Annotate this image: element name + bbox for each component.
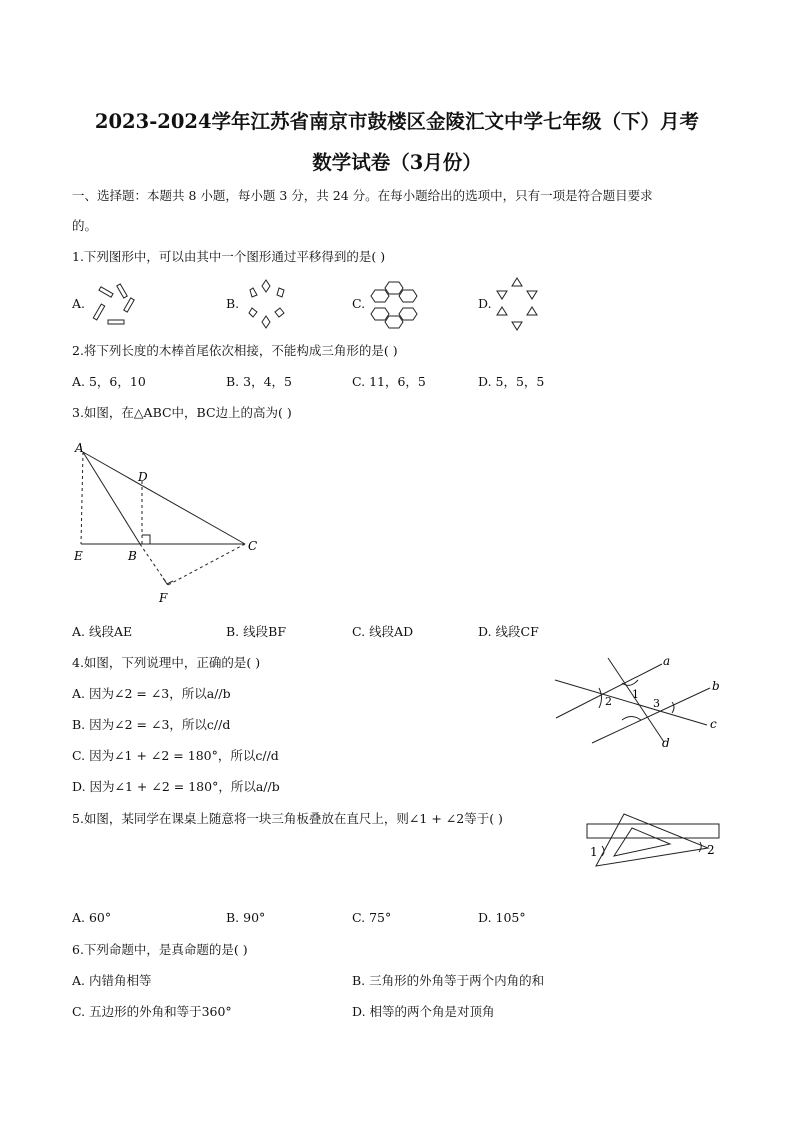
q1-option-a-label: A.	[72, 296, 86, 311]
q1-option-c-figure	[368, 279, 420, 333]
q4-line-c	[555, 680, 707, 725]
q3-option-b: B. 线段BF	[226, 624, 286, 639]
q3-label-c: C	[248, 539, 258, 553]
q5-triangle-outer	[596, 814, 708, 866]
q4-line-a	[556, 664, 662, 718]
q4-label-c: c	[710, 717, 717, 731]
q6-option-c: C. 五边形的外角和等于360°	[72, 1004, 232, 1019]
q5-option-b: B. 90°	[226, 910, 266, 925]
exam-title-line2: 数学试卷（3月份）	[312, 151, 482, 174]
q4-label-angle-1: 1	[632, 688, 639, 701]
q5-stem: 5.如图，某同学在课桌上随意将一块三角板叠放在直尺上，则∠1 + ∠2等于( )	[72, 811, 503, 826]
exam-title-line1: 2023-2024学年江苏省南京市鼓楼区金陵汇文中学七年级（下）月考	[94, 110, 700, 133]
q4-option-b: B. 因为∠2 = ∠3，所以c//d	[72, 717, 231, 732]
q4-stem: 4.如图，下列说理中，正确的是( )	[72, 655, 261, 670]
q4-label-d: d	[662, 736, 670, 750]
q1-option-b-label: B.	[226, 296, 240, 311]
q2-option-b: B. 3，4，5	[226, 374, 292, 389]
q5-triangle-inner	[614, 828, 670, 856]
q4-option-a: A. 因为∠2 = ∠3，所以a//b	[72, 686, 231, 701]
q4-label-a: a	[663, 654, 671, 668]
q5-label-angle-2: 2	[707, 843, 715, 857]
section-instruction-line2: 的。	[72, 218, 98, 233]
q6-option-b: B. 三角形的外角等于两个内角的和	[352, 973, 545, 988]
q3-segment-ab	[83, 452, 140, 544]
q3-label-e: E	[74, 549, 83, 563]
q3-option-a: A. 线段AE	[72, 624, 133, 639]
q3-segment-cf	[168, 544, 245, 585]
q1-option-d-label: D.	[478, 296, 492, 311]
q5-option-c: C. 75°	[352, 910, 392, 925]
q3-label-a: A	[75, 441, 84, 455]
q6-option-d: D. 相等的两个角是对顶角	[352, 1004, 495, 1019]
q4-angle-arc-3	[672, 702, 674, 713]
q3-segment-ae	[81, 452, 83, 544]
q1-option-d-figure	[495, 276, 543, 332]
q3-label-f: F	[159, 591, 168, 605]
q5-ruler-triangle-figure	[584, 810, 724, 872]
q4-option-d: D. 因为∠1 + ∠2 = 180°，所以a//b	[72, 779, 280, 794]
q4-label-angle-2: 2	[605, 695, 612, 708]
q4-angle-arc-4	[622, 717, 641, 721]
q4-label-angle-3: 3	[653, 697, 660, 710]
q3-stem: 3.如图，在△ABC中，BC边上的高为( )	[72, 405, 292, 420]
q1-stem: 1.下列图形中，可以由其中一个图形通过平移得到的是( )	[72, 249, 386, 264]
q4-parallel-lines-figure	[552, 650, 732, 755]
section-instruction-line1: 一、选择题：本题共 8 小题，每小题 3 分，共 24 分。在每小题给出的选项中，只有一项是符合题目要求	[72, 188, 653, 203]
q6-stem: 6.下列命题中，是真命题的是( )	[72, 942, 248, 957]
q6-option-a: A. 内错角相等	[72, 973, 152, 988]
q2-option-d: D. 5，5，5	[478, 374, 545, 389]
q4-label-b: b	[712, 679, 720, 693]
q4-option-c: C. 因为∠1 + ∠2 = 180°，所以c//d	[72, 748, 279, 763]
q3-option-d: D. 线段CF	[478, 624, 539, 639]
q1-option-a-figure	[88, 282, 138, 330]
q5-option-a: A. 60°	[72, 910, 112, 925]
q1-option-c-label: C.	[352, 296, 366, 311]
q3-label-d: D	[138, 470, 148, 484]
q2-option-a: A. 5，6，10	[72, 374, 146, 389]
q5-option-d: D. 105°	[478, 910, 526, 925]
q3-segment-ac	[83, 452, 245, 544]
q3-option-c: C. 线段AD	[352, 624, 414, 639]
q3-label-b: B	[128, 549, 137, 563]
q3-right-angle-b	[142, 535, 150, 544]
q5-angle-arc-2	[699, 842, 701, 852]
q2-option-c: C. 11，6，5	[352, 374, 426, 389]
q4-angle-arc-2	[599, 688, 602, 708]
q3-triangle-figure	[70, 438, 270, 608]
q3-right-angle-f	[163, 578, 173, 584]
q2-stem: 2.将下列长度的木棒首尾依次相接，不能构成三角形的是( )	[72, 343, 398, 358]
q5-label-angle-1: 1	[590, 845, 598, 859]
q1-option-b-figure	[244, 278, 292, 332]
